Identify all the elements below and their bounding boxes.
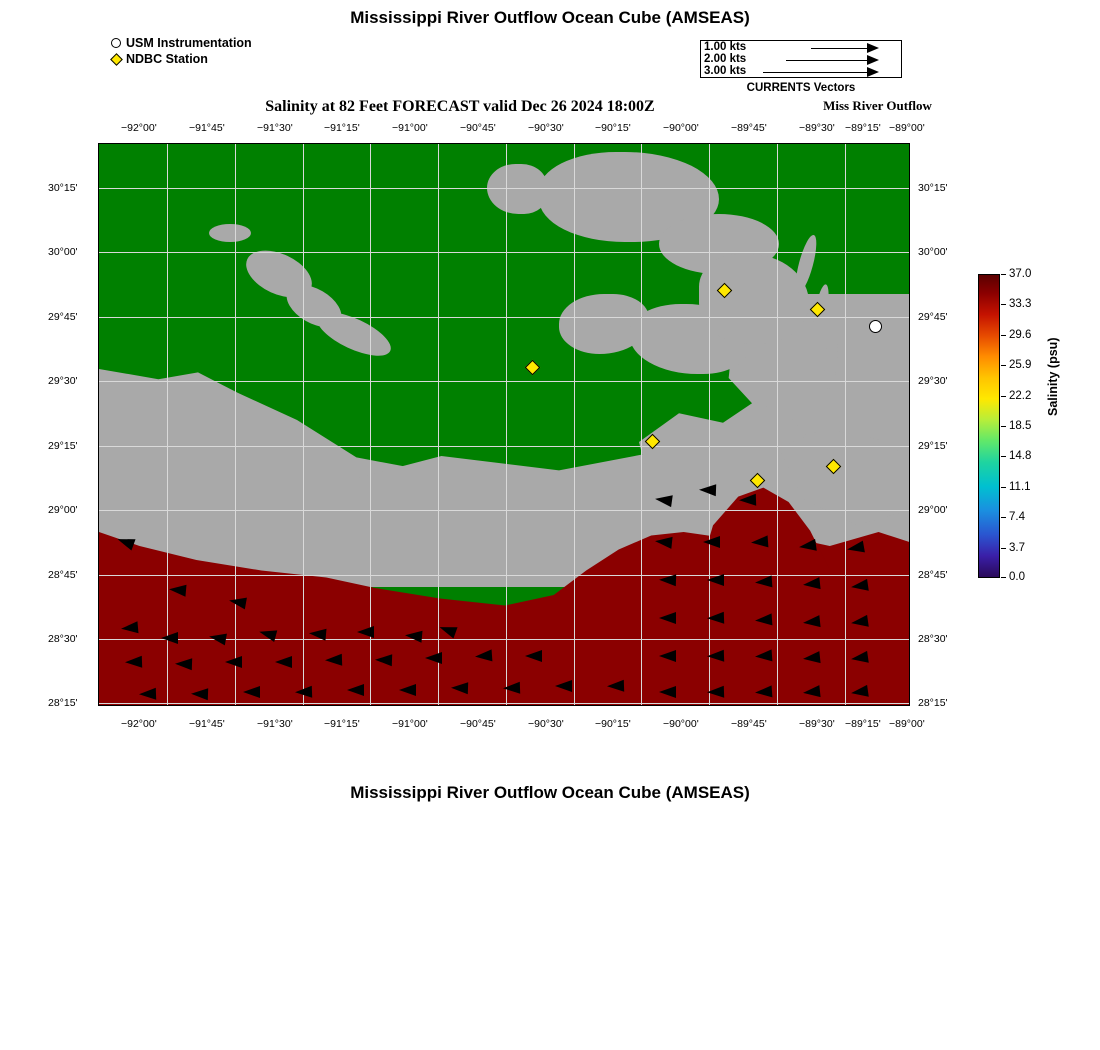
- current-vector-arrow: [425, 652, 442, 664]
- x-axis-label-bottom: −92°00': [121, 718, 157, 730]
- current-vector-arrow: [225, 656, 242, 668]
- y-axis-label-right: 28°45': [918, 569, 948, 581]
- colorbar-gradient: [978, 274, 1000, 578]
- y-axis-label-right: 30°00': [918, 246, 948, 258]
- colorbar-tick-label: 18.5: [1009, 420, 1032, 432]
- current-vector-arrow: [405, 629, 423, 642]
- current-vector-arrow: [850, 685, 869, 699]
- y-axis-label-right: 30°15': [918, 182, 948, 194]
- current-vector-arrow: [347, 684, 364, 696]
- current-vector-arrow: [399, 684, 416, 696]
- x-axis-label-top: −89°30': [799, 122, 835, 134]
- overlay-label: Miss River Outflow: [823, 98, 932, 113]
- circle-marker-icon: [108, 36, 126, 51]
- current-vector-arrow: [755, 649, 773, 662]
- current-vector-arrow: [802, 651, 820, 665]
- current-vector-arrow: [751, 535, 769, 548]
- current-vector-arrow: [161, 632, 178, 644]
- currents-vector-key: [700, 40, 902, 78]
- x-axis-label-top: −89°00': [889, 122, 925, 134]
- current-vector-arrow: [169, 583, 187, 596]
- x-axis-label-bottom: −91°30': [257, 718, 293, 730]
- current-vector-arrow: [295, 686, 312, 699]
- legend-item-ndbc: [108, 52, 252, 67]
- current-vector-arrow: [191, 688, 208, 701]
- current-vector-arrow: [739, 494, 756, 507]
- y-axis-label-left: 30°00': [48, 246, 78, 258]
- x-axis-label-bottom: −89°00': [889, 718, 925, 730]
- x-axis-label-top: −91°30': [257, 122, 293, 134]
- y-axis-label-left: 29°30': [48, 375, 78, 387]
- y-axis-label-right: 29°45': [918, 311, 948, 323]
- y-axis-label-left: 29°15': [48, 440, 78, 452]
- current-vector-arrow: [707, 612, 724, 625]
- x-axis-label-bottom: −90°00': [663, 718, 699, 730]
- current-vector-arrow: [850, 615, 869, 629]
- colorbar-tick-label: 37.0: [1009, 268, 1032, 280]
- current-vector-arrow: [850, 651, 869, 665]
- ndbc-station-marker[interactable]: [525, 360, 541, 376]
- vector-key-caption: CURRENTS Vectors: [746, 82, 856, 94]
- current-vector-arrow: [607, 680, 624, 693]
- footer-title: Mississippi River Outflow Ocean Cube (AMSEAS): [350, 783, 750, 802]
- current-vector-arrow: [798, 539, 817, 553]
- legend-item-label: USM Instrumentation: [126, 36, 252, 50]
- colorbar-tick-label: 11.1: [1009, 481, 1031, 493]
- x-axis-label-top: −91°15': [324, 122, 360, 134]
- current-vector-arrow: [659, 686, 676, 698]
- vector-key-label: 3.00 kts: [704, 65, 747, 77]
- x-axis-label-top: −90°00': [663, 122, 699, 134]
- x-axis-label-top: −91°45': [189, 122, 225, 134]
- current-vector-arrow: [375, 654, 392, 667]
- current-vector-arrow: [139, 688, 156, 701]
- x-axis-label-top: −92°00': [121, 122, 157, 134]
- current-vector-arrow: [503, 682, 520, 695]
- current-vector-arrow: [802, 685, 820, 699]
- current-vector-arrow: [755, 685, 773, 698]
- current-vector-arrow: [275, 656, 292, 668]
- current-vector-arrow: [659, 574, 676, 587]
- current-vector-arrow: [707, 650, 724, 663]
- current-vector-arrow: [802, 577, 820, 591]
- current-vector-arrow: [755, 575, 773, 588]
- current-vector-arrow: [451, 682, 468, 695]
- diamond-marker-icon: [108, 52, 126, 67]
- current-vector-arrow: [707, 686, 724, 699]
- y-axis-label-left: 28°45': [48, 569, 78, 581]
- current-vector-arrow: [121, 621, 139, 634]
- colorbar-tick-label: 22.2: [1009, 390, 1032, 402]
- y-axis-label-right: 29°15': [918, 440, 948, 452]
- current-vector-arrow: [699, 484, 716, 497]
- map-layers: [99, 144, 909, 705]
- colorbar-tick-label: 14.8: [1009, 450, 1032, 462]
- current-vector-arrow: [525, 650, 542, 662]
- colorbar-tick-label: 33.3: [1009, 298, 1032, 310]
- current-vector-arrow: [309, 627, 327, 640]
- x-axis-label-bottom: −91°00': [392, 718, 428, 730]
- current-vector-arrow: [175, 658, 192, 671]
- y-axis-label-left: 28°15': [48, 697, 78, 709]
- page-title: Mississippi River Outflow Ocean Cube (AMSEAS): [350, 8, 750, 27]
- current-vector-arrow: [659, 650, 676, 662]
- current-vector-arrow: [475, 649, 493, 662]
- y-axis-label-right: 28°15': [918, 697, 948, 709]
- x-axis-label-top: −91°00': [392, 122, 428, 134]
- legend-item-usm: [108, 36, 252, 51]
- y-axis-label-left: 28°30': [48, 633, 78, 645]
- map-subtitle: Salinity at 82 Feet FORECAST valid Dec 26 2024 18:00Z: [265, 98, 655, 115]
- x-axis-label-bottom: −91°15': [324, 718, 360, 730]
- x-axis-label-bottom: −89°15': [845, 718, 881, 730]
- current-vector-arrow: [850, 579, 869, 593]
- x-axis-label-bottom: −90°30': [528, 718, 564, 730]
- current-vector-arrow: [755, 613, 773, 626]
- x-axis-label-bottom: −91°45': [189, 718, 225, 730]
- colorbar-tick-label: 3.7: [1009, 542, 1025, 554]
- y-axis-label-left: 29°00': [48, 504, 78, 516]
- current-vector-arrow: [703, 536, 720, 548]
- current-vector-arrow: [802, 615, 820, 629]
- colorbar-title: Salinity (psu): [1046, 337, 1060, 416]
- vector-key-row: [701, 66, 903, 79]
- x-axis-label-top: −90°15': [595, 122, 631, 134]
- current-vector-arrow: [707, 574, 724, 586]
- x-axis-label-top: −90°30': [528, 122, 564, 134]
- map-canvas[interactable]: [98, 143, 910, 706]
- colorbar-tick-label: 25.9: [1009, 359, 1032, 371]
- x-axis-label-top: −89°15': [845, 122, 881, 134]
- current-vector-arrow: [654, 493, 673, 507]
- x-axis-label-bottom: −90°45': [460, 718, 496, 730]
- y-axis-label-right: 29°30': [918, 375, 948, 387]
- current-vector-arrow: [555, 680, 572, 692]
- colorbar-tick-label: 0.0: [1009, 571, 1025, 583]
- current-vector-arrow: [125, 656, 142, 669]
- current-vector-arrow: [659, 612, 676, 624]
- x-axis-label-bottom: −89°45': [731, 718, 767, 730]
- current-vector-arrow: [325, 654, 342, 667]
- y-axis-label-right: 29°00': [918, 504, 948, 516]
- colorbar-tick-label: 29.6: [1009, 329, 1032, 341]
- map-legend: [108, 36, 252, 68]
- legend-item-label: NDBC Station: [126, 52, 208, 66]
- current-vector-arrow: [654, 535, 672, 549]
- x-axis-label-top: −90°45': [460, 122, 496, 134]
- y-axis-label-right: 28°30': [918, 633, 948, 645]
- x-axis-label-bottom: −89°30': [799, 718, 835, 730]
- colorbar-tick-label: 7.4: [1009, 511, 1025, 523]
- y-axis-label-left: 30°15': [48, 182, 78, 194]
- y-axis-label-left: 29°45': [48, 311, 78, 323]
- current-vector-arrow: [357, 626, 374, 638]
- vector-key-label: 1.00 kts: [704, 41, 747, 53]
- usm-instrumentation-marker[interactable]: [869, 320, 882, 333]
- current-vector-arrow: [243, 686, 260, 698]
- x-axis-label-top: −89°45': [731, 122, 767, 134]
- x-axis-label-bottom: −90°15': [595, 718, 631, 730]
- vector-key-label: 2.00 kts: [704, 53, 747, 65]
